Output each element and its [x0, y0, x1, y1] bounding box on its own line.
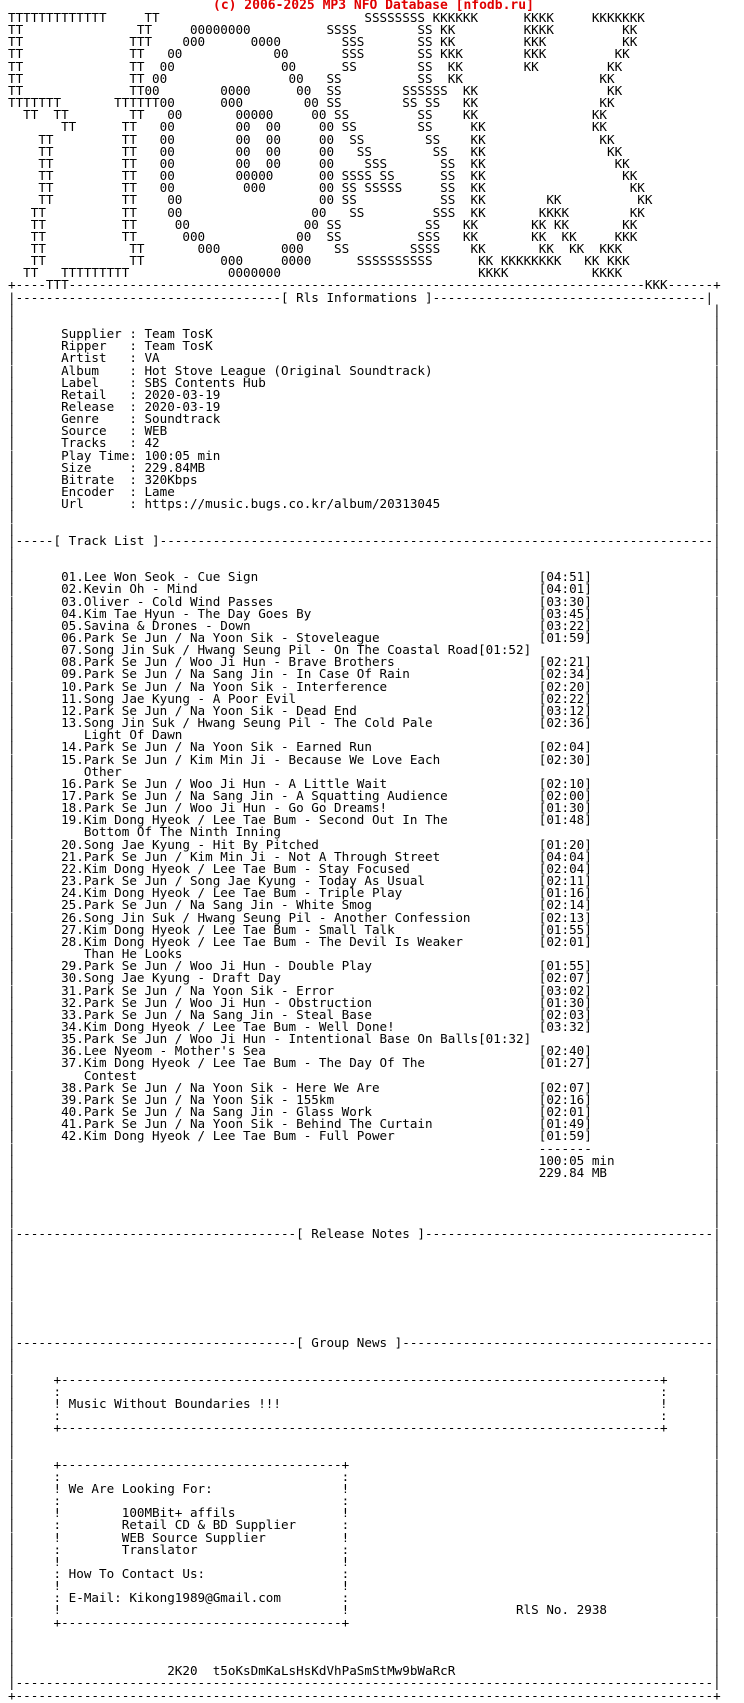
nfo-text: TTTTTTTTTTTTT TT SSSSSSSS KKKKKK KKKK KKKKKKK TT TT 00000000 SSSS SS KK KKKK KK TT TTT 000 0000 SSS SS KK KKK KK TT TT 00 00 SSS SS KKK KKK KK TT TT 00 00 SS SS KK KK KK TT TT 00 00 SS SS KK KK TT TT00 0000 00 SS SSSSSS KK KK TTTTTTT TTTTTT00 000 00 SS SS SS KK KK TT TT TT 00 00000 00 SS SS KK KK TT TT 00 00 00 00 SS SS KK KK TT TT 00 00 00 00 SS SS KK KK TT TT 00 00 00 00 SS SS KK KK TT TT 00 00 00 00 SSS SS KK KK TT TT 00 00000 00 SSSS SS SS KK KK TT TT 00 000 00 SS SSSSS SS KK KK TT TT 00 00 SS SS KK KK KK TT TT 00 00 SS SSS KK KKKK KK TT TT 00 00 SS SS KK KK KK KK TT TT 000 00 SS SSS KK KK KK KKK TT TT 000 000 SS SSSS KK KK KK KKK TT TT 000 0000 SSSSSSSSSS KK KKKKKKKK KK KKK TT TTTTTTTTT 0000000 KKKK KKKK +----TTT----------------------------------------------------------------------------KKK------+ |-----------------------------------[ Rls Informations ]------------------------------------| | | | | | Supplier : Team TosK | | Ripper : Team TosK | | Artist : VA | | Album : Hot Stove League (Original Soundtrack) | | Label : SBS Contents Hub | | Retail : 2020-03-19 | | Release : 2020-03-19 | | Genre : Soundtrack | | Source : WEB | | Tracks : 42 | | Play Time: 100:05 min | | Size : 229.84MB | | Bitrate : 320Kbps | | Encoder : Lame | | Url : https://music.bugs.co.kr/album/20313045 | | | | | |-----[ Track List ]-------------------------------------------------------------------------| | | | | | 01.Lee Won Seok - Cue Sign [04:51] | | 02.Kevin Oh - Mind [04:01] | | 03.Oliver - Cold Wind Passes [03:30] | | 04.Kim Tae Hyun - The Day Goes By [03:45] | | 05.Savina & Drones - Down [03:22] | | 06.Park Se Jun / Na Yoon Sik - Stoveleague [01:59] | | 07.Song Jin Suk / Hwang Seung Pil - On The Coastal Road[01:52] | | 08.Park Se Jun / Woo Ji Hun - Brave Brothers [02:21] | | 09.Park Se Jun / Na Sang Jin - In Case Of Rain [02:34] | | 10.Park Se Jun / Na Yoon Sik - Interference [02:20] | | 11.Song Jae Kyung - A Poor Evil [02:22] | | 12.Park Se Jun / Na Yoon Sik - Dead End [03:12] | | 13.Song Jin Suk / Hwang Seung Pil - The Cold Pale [02:36] | | Light Of Dawn | | 14.Park Se Jun / Na Yoon Sik - Earned Run [02:04] | | 15.Park Se Jun / Kim Min Ji - Because We Love Each [02:30] | | Other | | 16.Park Se Jun / Woo Ji Hun - A Little Wait [02:10] | | 17.Park Se Jun / Na Sang Jin - A Squatting Audience [02:00] | | 18.Park Se Jun / Woo Ji Hun - Go Go Dreams! [01:30] | | 19.Kim Dong Hyeok / Lee Tae Bum - Second Out In The [01:48] | | Bottom Of The Ninth Inning | | 20.Song Jae Kyung - Hit By Pitched [01:20] | | 21.Park Se Jun / Kim Min Ji - Not A Through Street [04:04] | | 22.Kim Dong Hyeok / Lee Tae Bum - Stay Focused [02:04] | | 23.Park Se Jun / Song Jae Kyung - Today As Usual [02:11] | | 24.Kim Dong Hyeok / Lee Tae Bum - Triple Play [01:16] | | 25.Park Se Jun / Na Sang Jin - White Smog [02:14] | | 26.Song Jin Suk / Hwang Seung Pil - Another Confession [02:13] | | 27.Kim Dong Hyeok / Lee Tae Bum - Small Talk [01:55] | | 28.Kim Dong Hyeok / Lee Tae Bum - The Devil Is Weaker [02:01] | | Than He Looks | | 29.Park Se Jun / Woo Ji Hun - Double Play [01:55] | | 30.Song Jae Kyung - Draft Day [02:07] | | 31.Park Se Jun / Na Yoon Sik - Error [03:02] | | 32.Park Se Jun / Woo Ji Hun - Obstruction [01:30] | | 33.Park Se Jun / Na Sang Jin - Steal Base [02:03] | | 34.Kim Dong Hyeok / Lee Tae Bum - Well Done! [03:32] | | 35.Park Se Jun / Woo Ji Hun - Intentional Base On Balls[01:32] | | 36.Lee Nyeom - Mother's Sea [02:40] | | 37.Kim Dong Hyeok / Lee Tae Bum - The Day Of The [01:27] | | Contest | | 38.Park Se Jun / Na Yoon Sik - Here We Are [02:07] | | 39.Park Se Jun / Na Yoon Sik - 155km [02:16] | | 40.Park Se Jun / Na Sang Jin - Glass Work [02:01] | | 41.Park Se Jun / Na Yoon Sik - Behind The Curtain [01:49] | | 42.Kim Dong Hyeok / Lee Tae Bum - Full Power [01:59] | | ------- | | 100:05 min | | 229.84 MB | | | | | | | | | |-------------------------------------[ Release Notes ]--------------------------------------| | | | | | | | | | | | | | | | | |-------------------------------------[ Group News ]-----------------------------------------| | | | | | +-------------------------------------------------------------------------------+ | | : : | | ! Music Without Boundaries !!! ! | | : : | | +-------------------------------------------------------------------------------+ | | | | | | +-------------------------------------+ | | : : | | ! We Are Looking For: ! | | : : | | ! 100MBit+ affils ! | | : Retail CD & BD Supplier : | | ! WEB Source Supplier ! | | : Translator : | | ! ! | | : How To Contact Us: : | | ! ! | | : E-Mail: Kikong1989@Gmail.com : | | ! ! RlS No. 2938 | | +-------------------------------------+ | | | | | | | | 2K20 t5oKsDmKaLsHsKdVhPaSmStMw9bWaRcR | |--------------------------------------------------------------------------------------------| +--------------------------------------------------------------------------------------------+: [8, 10, 721, 1703]
nfo-page: [8, 0, 744, 1702]
copyright-header: (c) 2006-2025 MP3 NFO Database [nfodb.ru]: [213, 0, 534, 13]
